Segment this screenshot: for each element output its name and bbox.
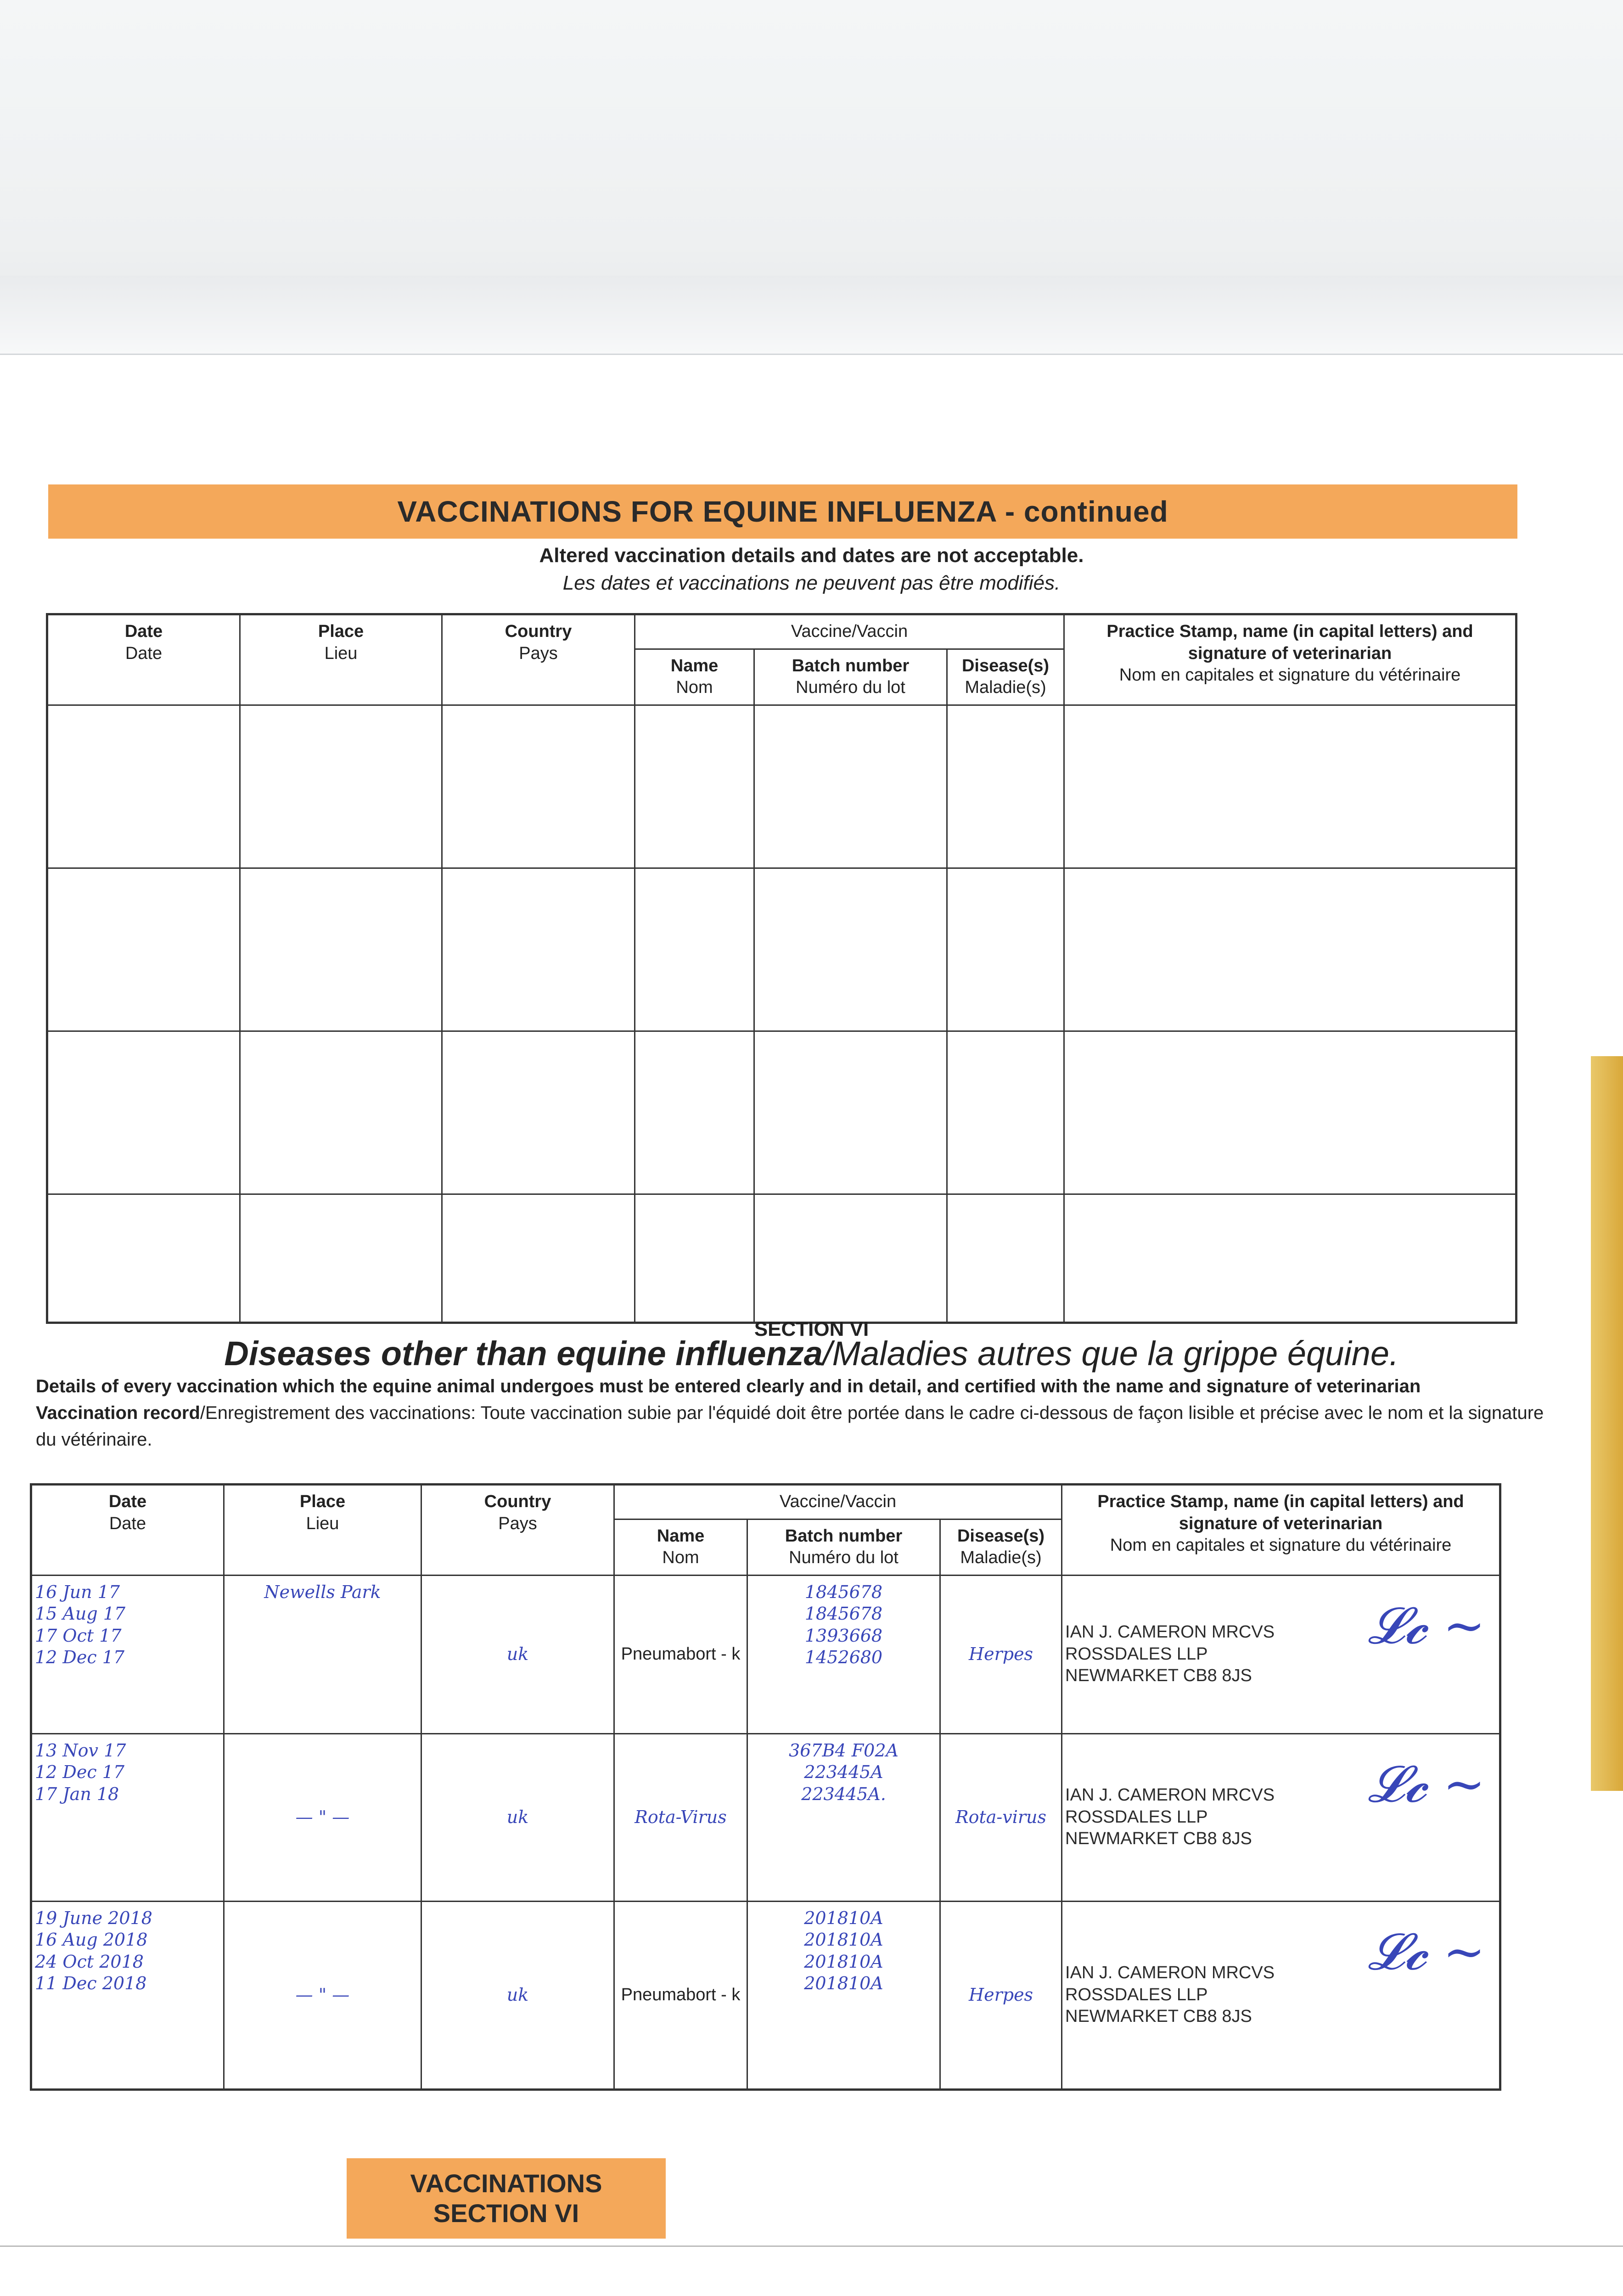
section-title: Diseases other than equine influenza/Maladies autres que la grippe équine. — [224, 1334, 1399, 1373]
col-vaccine: Vaccine/Vaccin — [635, 614, 1064, 649]
col-date: Date Date — [47, 614, 240, 705]
vet-stamp: IAN J. CAMERON MRCVS ROSSDALES LLP NEWMARKET CB8 8JS 𝓛𝓬 ~ — [1062, 1575, 1500, 1733]
disease-cell: Herpes — [940, 1575, 1062, 1733]
table-row — [47, 868, 1516, 1031]
col-place: Place Lieu — [224, 1485, 421, 1576]
signature: 𝓛𝓬 ~ — [1368, 1596, 1486, 1655]
disease-cell: Rota-virus — [940, 1733, 1062, 1901]
signature: 𝓛𝓬 ~ — [1368, 1922, 1486, 1981]
col-country: Country Pays — [442, 614, 635, 705]
notice-english: Altered vaccination details and dates are not acceptable. — [539, 544, 1084, 567]
col-stamp: Practice Stamp, name (in capital letters) and signature of veterinarian Nom en capitales et signature du vétérinaire — [1062, 1485, 1500, 1576]
vaccine-name-cell: Pneumabort - k — [614, 1901, 747, 2089]
influenza-vaccination-table — [46, 613, 1517, 1324]
col-disease: Disease(s) Maladie(s) — [940, 1519, 1062, 1575]
date-cell: 16 Jun 17 15 Aug 17 17 Oct 17 12 Dec 17 — [31, 1575, 224, 1733]
col-name: Name Nom — [635, 649, 754, 705]
signature: 𝓛𝓬 ~ — [1368, 1754, 1486, 1813]
place-cell: — " — — [224, 1733, 421, 1901]
table-row — [47, 1031, 1516, 1194]
table-row — [31, 1575, 1500, 1733]
col-disease: Disease(s) Maladie(s) — [947, 649, 1064, 705]
batch-cell: 1845678 1845678 1393668 1452680 — [747, 1575, 940, 1733]
page-tab-strip — [1591, 1056, 1623, 1791]
section-tab-label: VACCINATIONS SECTION VI — [347, 2158, 666, 2239]
country-cell: uk — [421, 1901, 614, 2089]
country-cell: uk — [421, 1733, 614, 1901]
date-cell: 19 June 2018 16 Aug 2018 24 Oct 2018 11 Dec 2018 — [31, 1901, 224, 2089]
vaccine-name-cell: Rota-Virus — [614, 1733, 747, 1901]
vaccine-name-cell: Pneumabort - k — [614, 1575, 747, 1733]
place-cell: Newells Park — [224, 1575, 421, 1733]
table-row — [31, 1733, 1500, 1901]
table-row — [47, 705, 1516, 868]
table-row — [47, 1194, 1516, 1322]
batch-cell: 201810A 201810A 201810A 201810A — [747, 1901, 940, 2089]
section-label: SECTION VI — [754, 1318, 869, 1340]
section-instructions: Details of every vaccination which the equine animal undergoes must be entered clearly and in detail, and certified with the name and signature of veterinarian Vaccination record/Enregistrement des vaccinations: Toute vaccination subie par l'équidé doit être portée dans le cadre ci-dessous de façon lisible et précise avec le nom et la signature du vétérinaire. — [36, 1376, 1544, 1450]
previous-page-edge — [0, 276, 1623, 355]
other-diseases-table — [30, 1483, 1501, 2091]
batch-cell: 367B4 F02A 223445A 223445A. — [747, 1733, 940, 1901]
page-bottom-edge — [0, 2245, 1623, 2247]
vet-stamp: IAN J. CAMERON MRCVS ROSSDALES LLP NEWMARKET CB8 8JS 𝓛𝓬 ~ — [1062, 1901, 1500, 2089]
col-name: Name Nom — [614, 1519, 747, 1575]
country-cell: uk — [421, 1575, 614, 1733]
col-stamp: Practice Stamp, name (in capital letters) and signature of veterinarian Nom en capitales et signature du vétérinaire — [1064, 614, 1516, 705]
notice-french: Les dates et vaccinations ne peuvent pas être modifiés. — [562, 572, 1061, 594]
date-cell: 13 Nov 17 12 Dec 17 17 Jan 18 — [31, 1733, 224, 1901]
table-row — [31, 1901, 1500, 2089]
col-batch: Batch number Numéro du lot — [754, 649, 947, 705]
place-cell: — " — — [224, 1901, 421, 2089]
col-date: Date Date — [31, 1485, 224, 1576]
col-batch: Batch number Numéro du lot — [747, 1519, 940, 1575]
col-place: Place Lieu — [240, 614, 442, 705]
col-vaccine: Vaccine/Vaccin — [614, 1485, 1062, 1519]
vet-stamp: IAN J. CAMERON MRCVS ROSSDALES LLP NEWMARKET CB8 8JS 𝓛𝓬 ~ — [1062, 1733, 1500, 1901]
col-country: Country Pays — [421, 1485, 614, 1576]
section-header-bar: VACCINATIONS FOR EQUINE INFLUENZA - continued — [48, 484, 1517, 539]
disease-cell: Herpes — [940, 1901, 1062, 2089]
